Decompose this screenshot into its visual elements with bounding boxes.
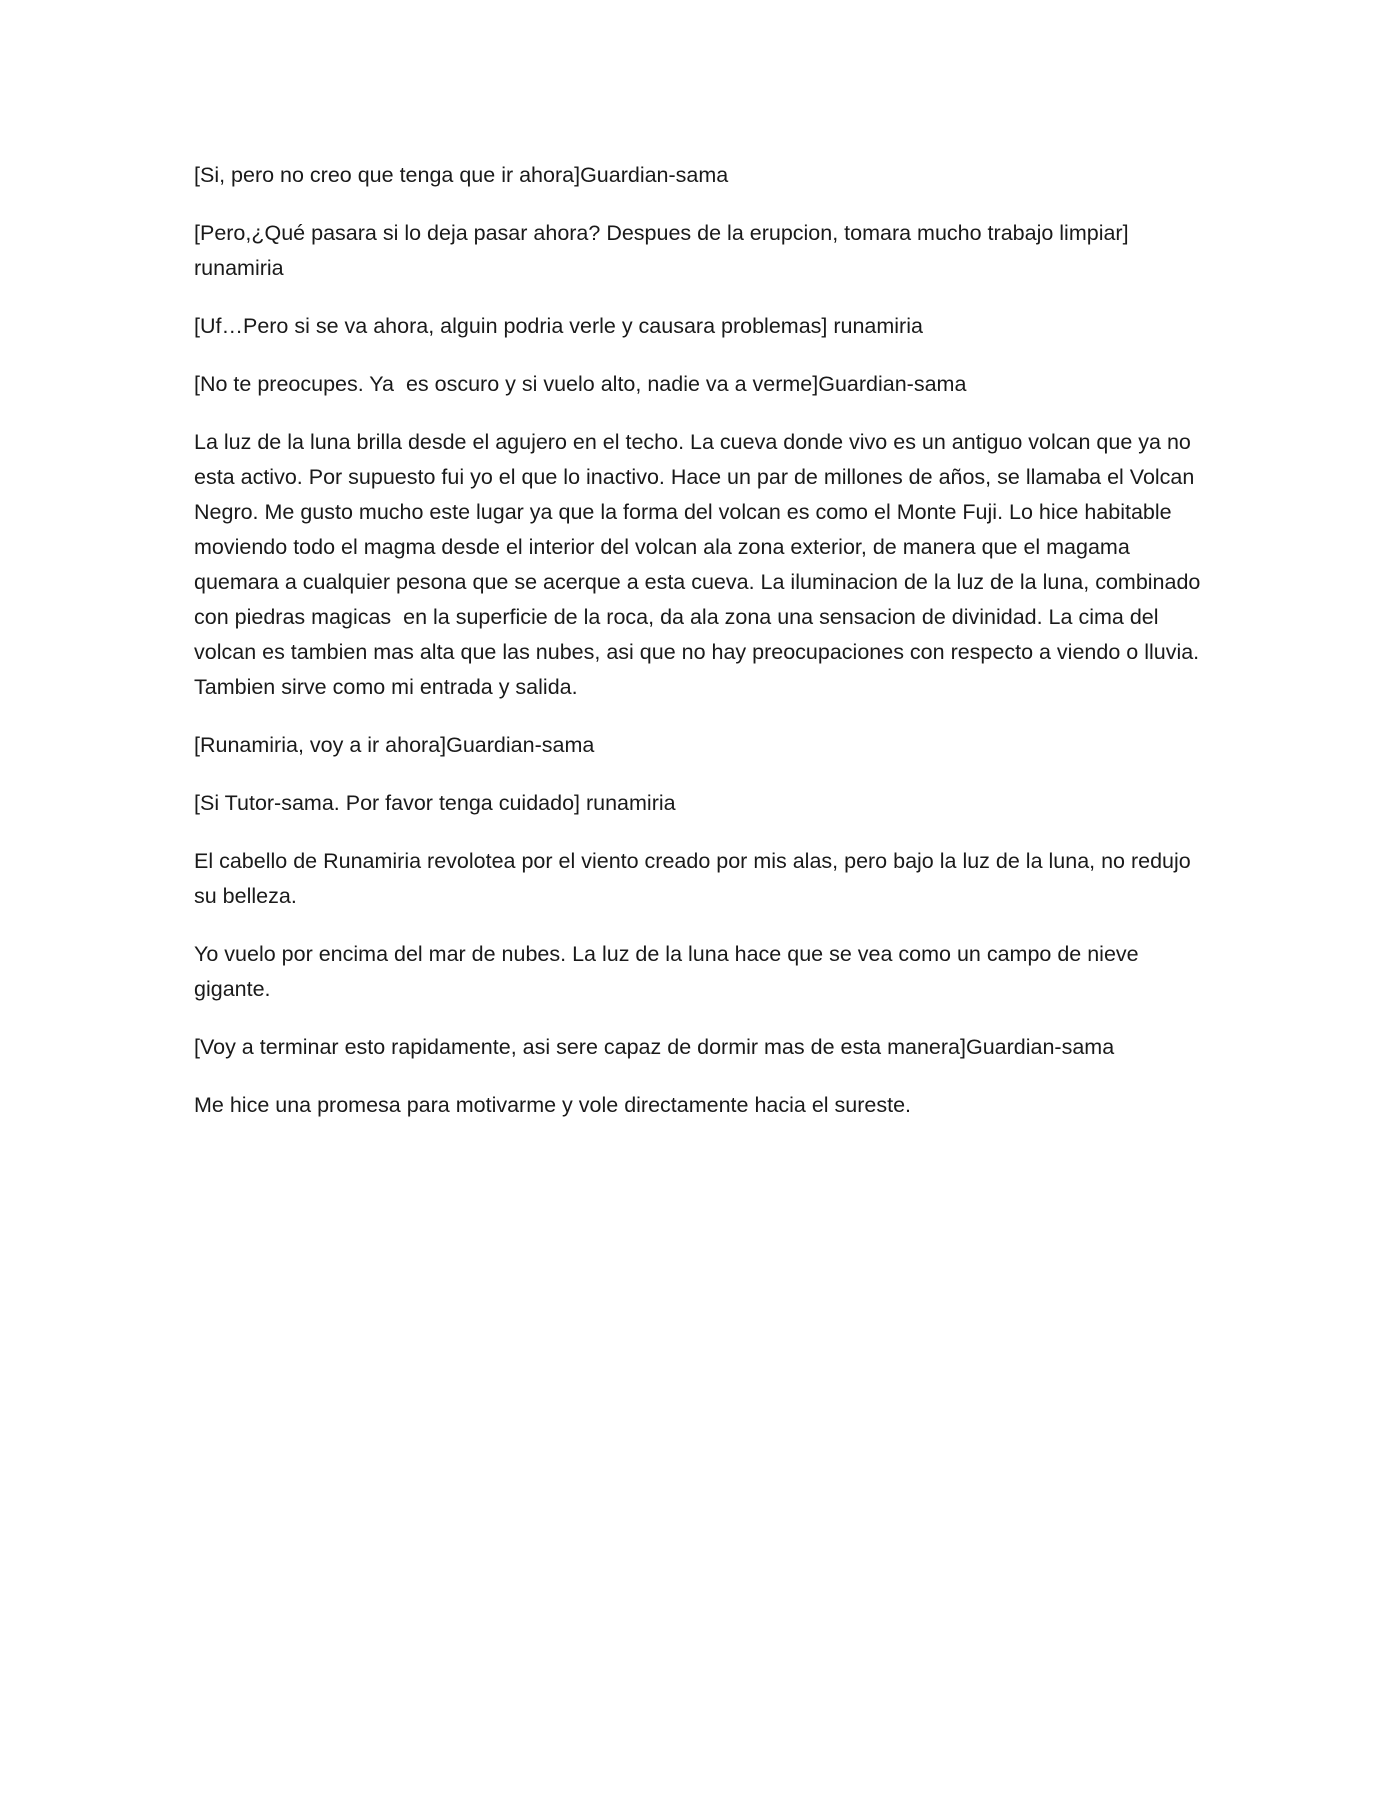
paragraph: Me hice una promesa para motivarme y vole directamente hacia el sureste. [194,1093,912,1117]
paragraph: [Voy a terminar esto rapidamente, asi sere capaz de dormir mas de esta manera]Guardian-sama [194,1035,1115,1059]
paragraph: El cabello de Runamiria revolotea por el viento creado por mis alas, pero bajo la luz de la luna, no redujo su belleza. [194,849,1197,908]
paragraph: [Si Tutor-sama. Por favor tenga cuidado] runamiria [194,791,676,815]
document-body [194,158,1209,1146]
paragraph: [Si, pero no creo que tenga que ir ahora]Guardian-sama [194,163,729,187]
paragraph: [Pero,¿Qué pasara si lo deja pasar ahora? Despues de la erupcion, tomara mucho trabajo limpiar] runamiria [194,221,1135,280]
paragraph: [No te preocupes. Ya es oscuro y si vuelo alto, nadie va a verme]Guardian-sama [194,372,967,396]
paragraph: [Runamiria, voy a ir ahora]Guardian-sama [194,733,595,757]
paragraph: [Uf…Pero si se va ahora, alguin podria verle y causara problemas] runamiria [194,314,923,338]
paragraph: La luz de la luna brilla desde el agujero en el techo. La cueva donde vivo es un antiguo volcan que ya no esta activo. Por supuesto fui yo el que lo inactivo. Hace un par de millones de años, se llamaba el Volcan Negro. Me gusto mucho este lugar ya que la forma del volcan es como el Monte Fuji. Lo hice habitable moviendo todo el magma desde el interior del volcan ala zona exterior, de manera que el magama quemara a cualquier pesona que se acerque a esta cueva. La iluminacion de la luz de la luna, combinado con piedras magicas en la superficie de la roca, da ala zona una sensacion de divinidad. La cima del volcan es tambien mas alta que las nubes, asi que no hay preocupaciones con respecto a viendo o lluvia. Tambien sirve como mi entrada y salida. [194,430,1207,699]
paragraph: Yo vuelo por encima del mar de nubes. La luz de la luna hace que se vea como un campo de nieve gigante. [194,942,1145,1001]
